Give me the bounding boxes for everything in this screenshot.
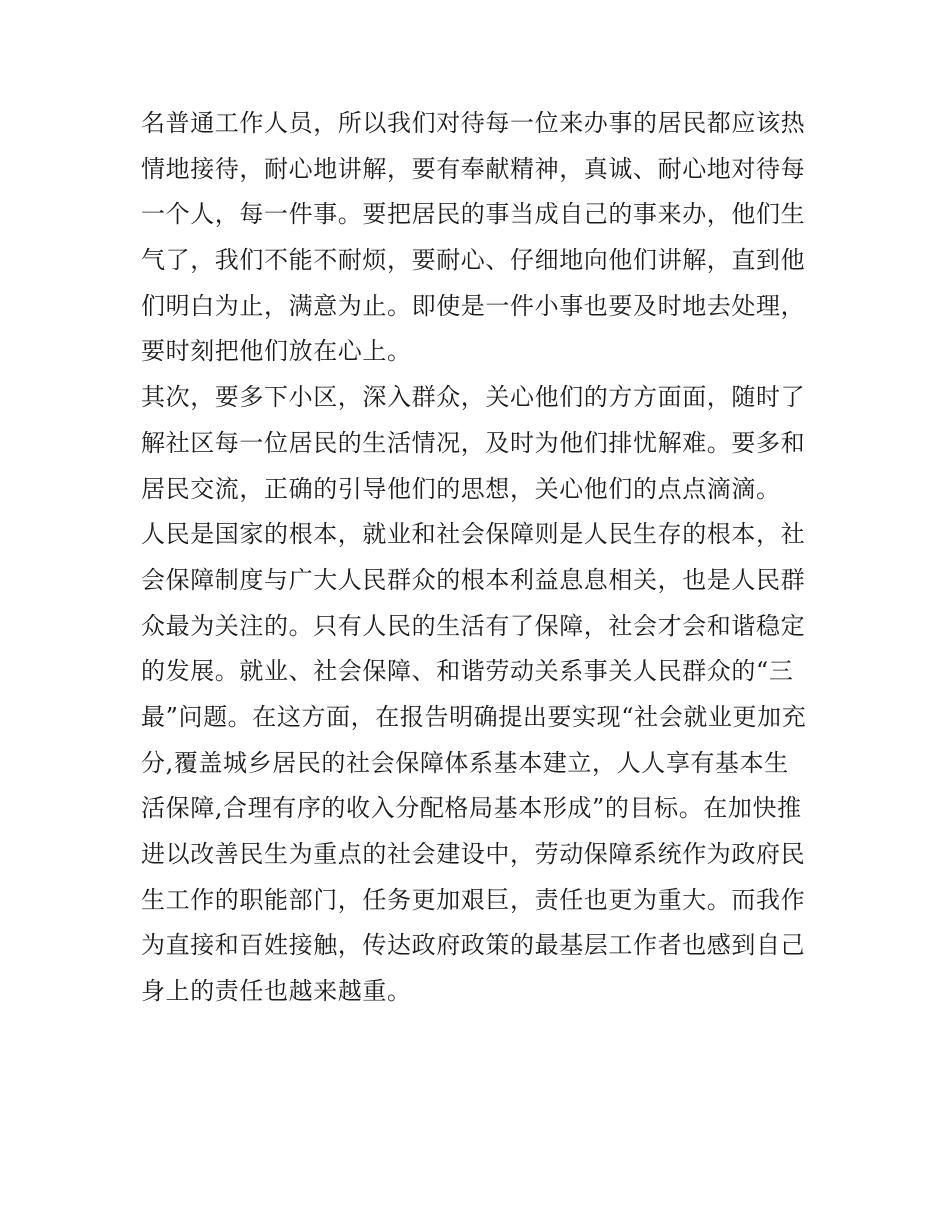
body-text <box>141 101 821 1015</box>
text-line: 的发展。就业、社会保障、和谐劳动关系事关人民群众的“三 <box>141 657 794 686</box>
text-line: 其次，要多下小区，深入群众，关心他们的方方面面，随时了 <box>141 383 806 412</box>
text-line: 身上的责任也越来越重。 <box>141 977 412 1006</box>
text-line: 们明白为止，满意为止。即使是一件小事也要及时地去处理， <box>141 291 806 320</box>
text-line: 活保障,合理有序的收入分配格局基本形成”的目标。在加快推 <box>141 794 802 823</box>
text-line: 解社区每一位居民的生活情况，及时为他们排忧解难。要多和 <box>141 428 806 457</box>
text-line: 进以改善民生为重点的社会建设中，劳动保障系统作为政府民 <box>141 840 806 868</box>
text-line: 居民交流，正确的引导他们的思想，关心他们的点点滴滴。 <box>141 474 781 503</box>
text-line: 最”问题。在这方面，在报告明确提出要实现“社会就业更加充 <box>141 702 807 731</box>
text-line: 众最为关注的。只有人民的生活有了保障，社会才会和谐稳定 <box>141 611 806 640</box>
text-line: 名普通工作人员，所以我们对待每一位来办事的居民都应该热 <box>141 109 806 137</box>
text-line: 情地接待，耐心地讲解，要有奉献精神，真诚、耐心地对待每 <box>141 154 806 183</box>
text-line: 生工作的职能部门，任务更加艰巨，责任也更为重大。而我作 <box>141 885 806 914</box>
text-line: 一个人，每一件事。要把居民的事当成自己的事来办，他们生 <box>141 200 806 229</box>
text-line: 要时刻把他们放在心上。 <box>141 337 412 366</box>
text-line: 会保障制度与广大人民群众的根本利益息息相关，也是人民群 <box>141 565 806 594</box>
text-line: 人民是国家的根本，就业和社会保障则是人民生存的根本，社 <box>141 520 806 549</box>
text-line: 分,覆盖城乡居民的社会保障体系基本建立，人人享有基本生 <box>141 748 789 777</box>
text-line: 气了，我们不能不耐烦，要耐心、仔细地向他们讲解，直到他 <box>141 246 806 275</box>
text-line: 为直接和百姓接触，传达政府政策的最基层工作者也感到自己 <box>141 931 806 960</box>
